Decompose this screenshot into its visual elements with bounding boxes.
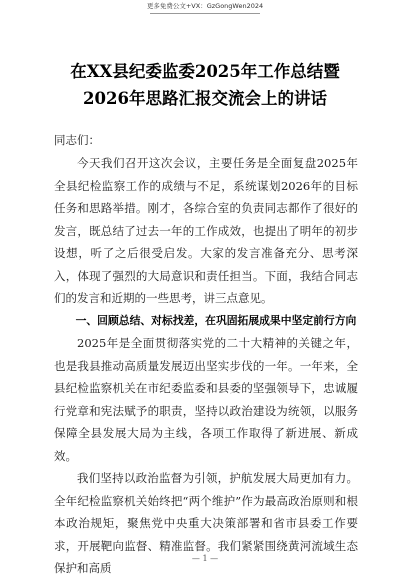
section-heading-1: 一、回顾总结、对标找差，在巩固拓展成果中坚定前行方向 xyxy=(75,313,357,327)
document-title xyxy=(0,58,410,112)
page-number: — 1 — xyxy=(191,554,219,563)
title-line-2: 2026年思路汇报交流会上的讲话 xyxy=(83,89,327,108)
title-line-1: 在XX县纪委监委2025年工作总结暨 xyxy=(70,62,340,81)
paragraph-opening: 今天我们召开这次会议，主要任务是全面复盘2025年全县纪检监察工作的成绩与不足，系统谋划2026年的目标任务和思路举措。刚才，各综合室的负责同志都作了很好的发言，既总结了过去一年的工作成效，也提出了明年的初步设想，听了之后很受启发。大家的发言准备充分、思考深入，体现了强烈的大局意识和责任担当。下面，我结合同志们的发言和近期的一些思考，讲三点意见。 xyxy=(54,156,358,305)
salutation: 同志们： xyxy=(54,133,100,147)
document-body xyxy=(54,128,358,580)
paragraph-political-supervision: 我们坚持以政治监督为引领，护航发展大局更加有力。全年纪检监察机关始终把“两个维护”作为最高政治原则和根本政治规矩，聚焦党中央重大决策部署和省市县委工作要求，开展靶向监督、精准监督。我们紧紧围绕黄河流域生态保护和高质 xyxy=(54,471,358,575)
top-banner: 更多免费公文+VX：GzGongWen2024 xyxy=(146,2,264,10)
banner-divider xyxy=(150,13,260,14)
paragraph-2025-overview: 2025年是全面贯彻落实党的二十大精神的关键之年，也是我县推动高质量发展迈出坚实步伐的一年。一年来，全县纪检监察机关在市纪委监委和县委的坚强领导下，忠诚履行党章和宪法赋予的职责，坚持以政治建设为统领，以服务保障全县发展大局为主线，各项工作取得了新进展、新成效。 xyxy=(54,336,358,463)
